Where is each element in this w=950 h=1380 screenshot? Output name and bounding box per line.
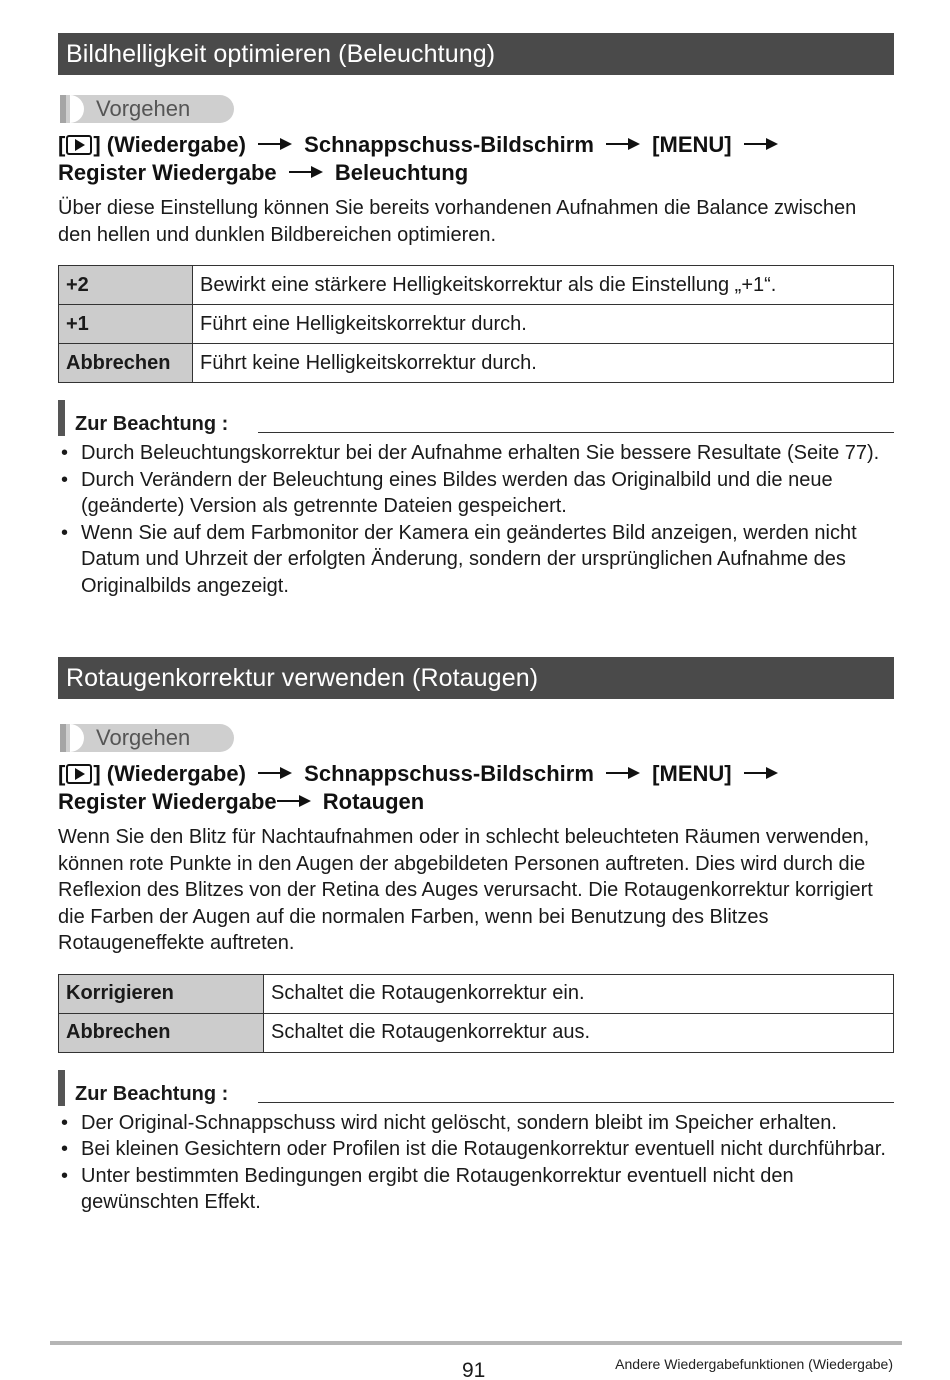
play-icon	[66, 135, 92, 155]
note-list	[58, 440, 894, 599]
list-item: • Durch Verändern der Beleuchtung eines Bildes werden das Originalbild und die neue (geänderte) Version als getrennte Dateien gespeichert.	[58, 467, 894, 520]
arrow-icon	[277, 794, 311, 808]
options-table	[58, 265, 894, 383]
option-key: Abbrechen	[59, 1013, 264, 1052]
menu-path: [ ] (Wiedergabe) Schnappschuss-Bildschirm [MENU] Register Wiedergabe Rotaugen	[58, 760, 894, 816]
note-heading	[58, 1070, 894, 1106]
section-title: Bildhelligkeit optimieren (Beleuchtung)	[58, 33, 894, 75]
note-title: Zur Beachtung :	[75, 413, 229, 435]
procedure-label: Vorgehen	[96, 96, 191, 121]
section-title: Rotaugenkorrektur verwenden (Rotaugen)	[58, 657, 894, 699]
list-item: • Durch Beleuchtungskorrektur bei der Aufnahme erhalten Sie bessere Resultate (Seite 77).	[58, 440, 894, 467]
description: Über diese Einstellung können Sie bereits vorhandenen Aufnahmen die Balance zwischen den hellen und dunklen Bildbereichen optimieren.	[58, 197, 857, 246]
list-item: • Der Original-Schnappschuss wird nicht gelöscht, sondern bleibt im Speicher erhalten.	[58, 1110, 894, 1137]
note-list	[58, 1110, 894, 1216]
chapter-title: Andere Wiedergabefunktionen (Wiedergabe)	[615, 1356, 893, 1372]
table-row	[59, 1013, 894, 1052]
play-icon	[66, 764, 92, 784]
arrow-icon	[606, 137, 640, 151]
description: Wenn Sie den Blitz für Nachtaufnahmen oder in schlecht beleuchteten Räumen verwenden, können rote Punkte in den Augen der abgebildeten Personen auftreten. Dies wird durch die Reflexion des Blitzes von der Retina des Auges verursacht. Die Rotaugenkorrektur korrigiert die Farben der Augen auf die normalen Farben, wenn bei Benutzung des Blitzes Rotaugeneffekte auftreten.	[58, 826, 873, 954]
table-row	[59, 305, 894, 344]
option-key: Abbrechen	[59, 344, 193, 383]
arrow-icon	[744, 137, 778, 151]
option-key: +2	[59, 266, 193, 305]
option-value: Führt keine Helligkeitskorrektur durch.	[193, 344, 894, 383]
table-row	[59, 266, 894, 305]
arrow-icon	[258, 137, 292, 151]
procedure-label: Vorgehen	[96, 725, 191, 750]
section-rotaugen	[58, 657, 894, 1216]
option-key: Korrigieren	[59, 974, 264, 1013]
arrow-icon	[289, 165, 323, 179]
table-row	[59, 974, 894, 1013]
list-item: • Wenn Sie auf dem Farbmonitor der Kamera ein geändertes Bild anzeigen, werden nicht Datum und Uhrzeit der erfolgten Änderung, sondern der ursprünglichen Aufnahme des Originalbilds angezeigt.	[58, 520, 894, 600]
arrow-icon	[258, 766, 292, 780]
options-table	[58, 974, 894, 1053]
table-row	[59, 344, 894, 383]
option-value: Führt eine Helligkeitskorrektur durch.	[193, 305, 894, 344]
menu-path: [ ] (Wiedergabe) Schnappschuss-Bildschirm [MENU] Register Wiedergabe Beleuchtung	[58, 131, 894, 187]
list-item: • Bei kleinen Gesichtern oder Profilen ist die Rotaugenkorrektur eventuell nicht durchführbar.	[58, 1136, 894, 1163]
page-number: 91	[462, 1359, 486, 1380]
list-item: • Unter bestimmten Bedingungen ergibt die Rotaugenkorrektur eventuell nicht den gewünschten Effekt.	[58, 1163, 894, 1216]
option-key: +1	[59, 305, 193, 344]
procedure-badge	[60, 95, 234, 123]
footer-divider	[50, 1341, 902, 1345]
option-value: Bewirkt eine stärkere Helligkeitskorrektur als die Einstellung „+1“.	[193, 266, 894, 305]
option-value: Schaltet die Rotaugenkorrektur ein.	[264, 974, 894, 1013]
section-beleuchtung	[58, 33, 894, 599]
note-title: Zur Beachtung :	[75, 1082, 229, 1105]
arrow-icon	[606, 766, 640, 780]
note-heading	[58, 400, 894, 436]
procedure-badge	[60, 724, 234, 752]
option-value: Schaltet die Rotaugenkorrektur aus.	[264, 1013, 894, 1052]
arrow-icon	[744, 766, 778, 780]
